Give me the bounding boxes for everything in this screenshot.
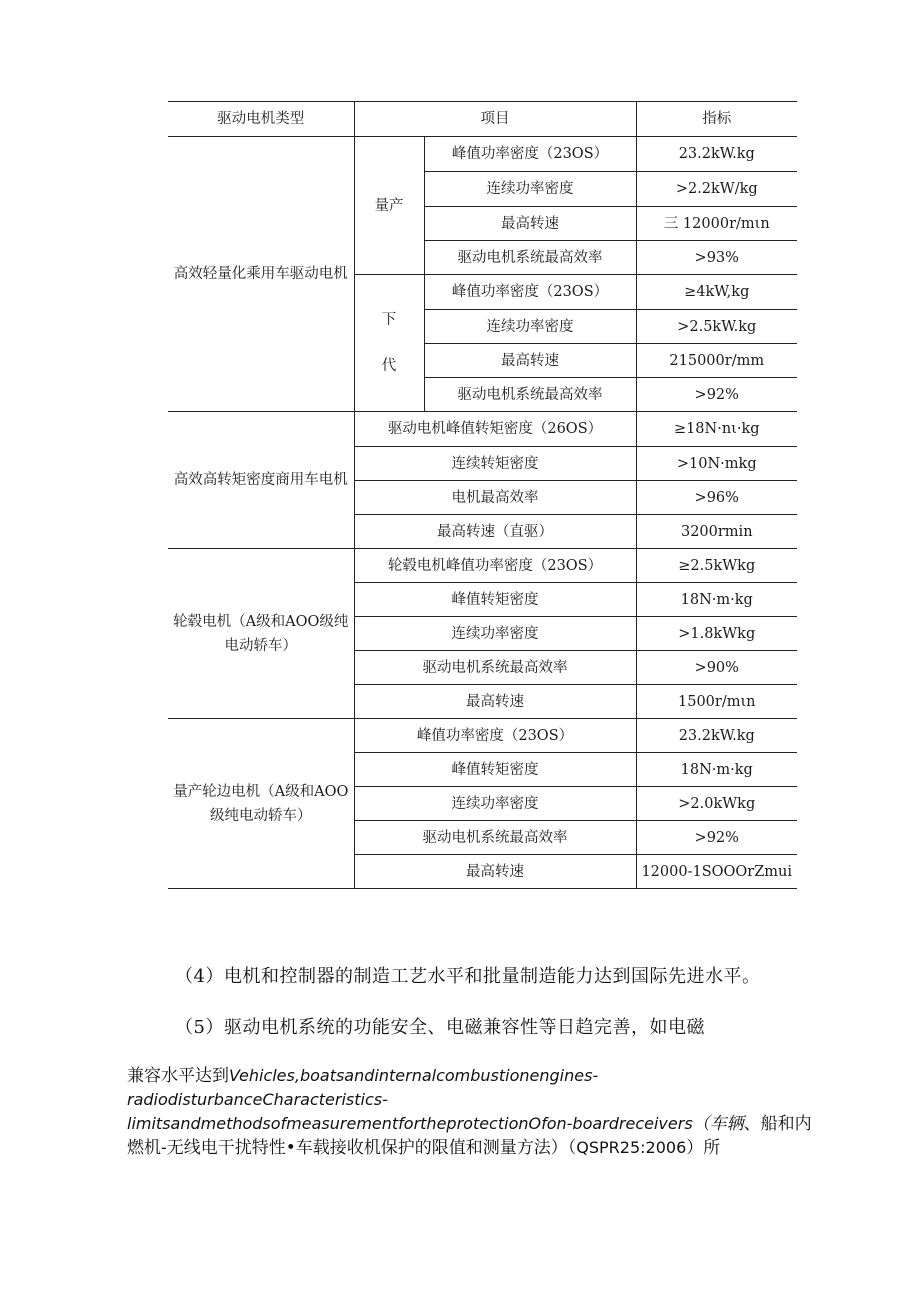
- value-cell: >2.0kWkg: [636, 787, 797, 821]
- specs-table-container: [168, 101, 797, 889]
- value-cell: >92%: [636, 378, 797, 412]
- cont-line-1: [127, 1064, 867, 1088]
- item-cell: 驱动电机系统最高效率: [424, 241, 636, 275]
- item-cell: 最高转速: [354, 855, 636, 889]
- item-cell: 最高转速: [354, 685, 636, 719]
- generation-cell: [354, 275, 424, 412]
- table-header-row: [168, 102, 797, 137]
- motor-type-cell: 量产轮边电机（A级和AOO级纯电动轿车）: [168, 719, 354, 889]
- value-cell: >92%: [636, 821, 797, 855]
- item-cell: 最高转速: [424, 344, 636, 378]
- cont-line-4: [127, 1136, 867, 1160]
- standard-code: QSPR25:2006: [576, 1138, 687, 1157]
- value-cell: 23.2kW.kg: [636, 719, 797, 753]
- item-cell: 峰值功率密度（23OS）: [354, 719, 636, 753]
- value-cell: 18N·m·kg: [636, 753, 797, 787]
- value-cell: >2.2kW/kg: [636, 172, 797, 207]
- motor-type-cell: 轮毂电机（A级和AOO级纯电动轿车）: [168, 549, 354, 719]
- item-cell: 最高转速: [424, 207, 636, 241]
- table-row: [168, 719, 797, 753]
- motor-type-cell: 高效轻量化乘用车驱动电机: [168, 137, 354, 412]
- item-cell: 连续转矩密度: [354, 447, 636, 481]
- item-cell: 连续功率密度: [354, 617, 636, 651]
- item-cell: 轮毂电机峰值功率密度（23OS）: [354, 549, 636, 583]
- value-cell: >96%: [636, 481, 797, 515]
- cont-end: ）所: [686, 1138, 721, 1158]
- value-cell: >93%: [636, 241, 797, 275]
- paragraph-5-continuation: [127, 1064, 867, 1160]
- value-cell: ≥4kW,kg: [636, 275, 797, 310]
- cont-line-3: [127, 1112, 867, 1136]
- cont-prefix: 兼容水平达到: [127, 1066, 229, 1086]
- table-row: [168, 549, 797, 583]
- header-metric: 指标: [636, 102, 797, 137]
- item-cell: 驱动电机系统最高效率: [354, 821, 636, 855]
- motor-specs-table: [168, 101, 797, 889]
- cont-italic-cn: （车辆: [692, 1114, 744, 1134]
- cont-line-2: [127, 1088, 867, 1112]
- motor-type-cell: 高效高转矩密度商用车电机: [168, 412, 354, 549]
- item-cell: 电机最高效率: [354, 481, 636, 515]
- paragraph-4: （4）电机和控制器的制造工艺水平和批量制造能力达到国际先进水平。: [175, 966, 761, 987]
- value-cell: 18N·m·kg: [636, 583, 797, 617]
- item-cell: 峰值转矩密度: [354, 753, 636, 787]
- value-cell: >90%: [636, 651, 797, 685]
- value-cell: >1.8kWkg: [636, 617, 797, 651]
- item-cell: 驱动电机系统最高效率: [354, 651, 636, 685]
- table-row: [168, 137, 797, 172]
- value-cell: 3200rmin: [636, 515, 797, 549]
- item-cell: 峰值功率密度（23OS）: [424, 137, 636, 172]
- value-cell: 23.2kW.kg: [636, 137, 797, 172]
- value-cell: 215000r/mm: [636, 344, 797, 378]
- generation-label-line1: 下: [381, 312, 397, 328]
- generation-cell: 量产: [354, 137, 424, 275]
- header-type: 驱动电机类型: [168, 102, 354, 137]
- item-cell: 峰值转矩密度: [354, 583, 636, 617]
- table-row: [168, 412, 797, 447]
- cont-italic-1: Vehicles,boatsandinternalcombustionengines-: [229, 1066, 599, 1085]
- item-cell: 连续功率密度: [354, 787, 636, 821]
- cont-line4-text: 燃机-无线电干扰特性•车载接收机保护的限值和测量方法）（: [127, 1138, 577, 1158]
- item-cell: 驱动电机系统最高效率: [424, 378, 636, 412]
- header-item: 项目: [354, 102, 636, 137]
- cont-after-1: 、船和内: [743, 1114, 812, 1134]
- item-cell: 最高转速（直驱）: [354, 515, 636, 549]
- value-cell: 1500r/mιn: [636, 685, 797, 719]
- value-cell: ≥18N·nι·kg: [636, 412, 797, 447]
- item-cell: 连续功率密度: [424, 310, 636, 344]
- cont-italic-2: radiodisturbanceCharacteristics-: [127, 1090, 388, 1109]
- cont-italic-3: limitsandmethodsofmeasurementfortheprotectionOfon-boardreceivers: [127, 1114, 693, 1133]
- value-cell: 12000-1SOOOrZmui: [636, 855, 797, 889]
- value-cell: >2.5kW.kg: [636, 310, 797, 344]
- paragraph-5: （5）驱动电机系统的功能安全、电磁兼容性等日趋完善，如电磁: [175, 1017, 705, 1038]
- value-cell: ≥2.5kWkg: [636, 549, 797, 583]
- item-cell: 峰值功率密度（23OS）: [424, 275, 636, 310]
- item-cell: 连续功率密度: [424, 172, 636, 207]
- generation-label-line2: 代: [381, 358, 397, 374]
- value-cell: 三 12000r/mιn: [636, 207, 797, 241]
- item-cell: 驱动电机峰值转矩密度（26OS）: [354, 412, 636, 447]
- value-cell: >10N·mkg: [636, 447, 797, 481]
